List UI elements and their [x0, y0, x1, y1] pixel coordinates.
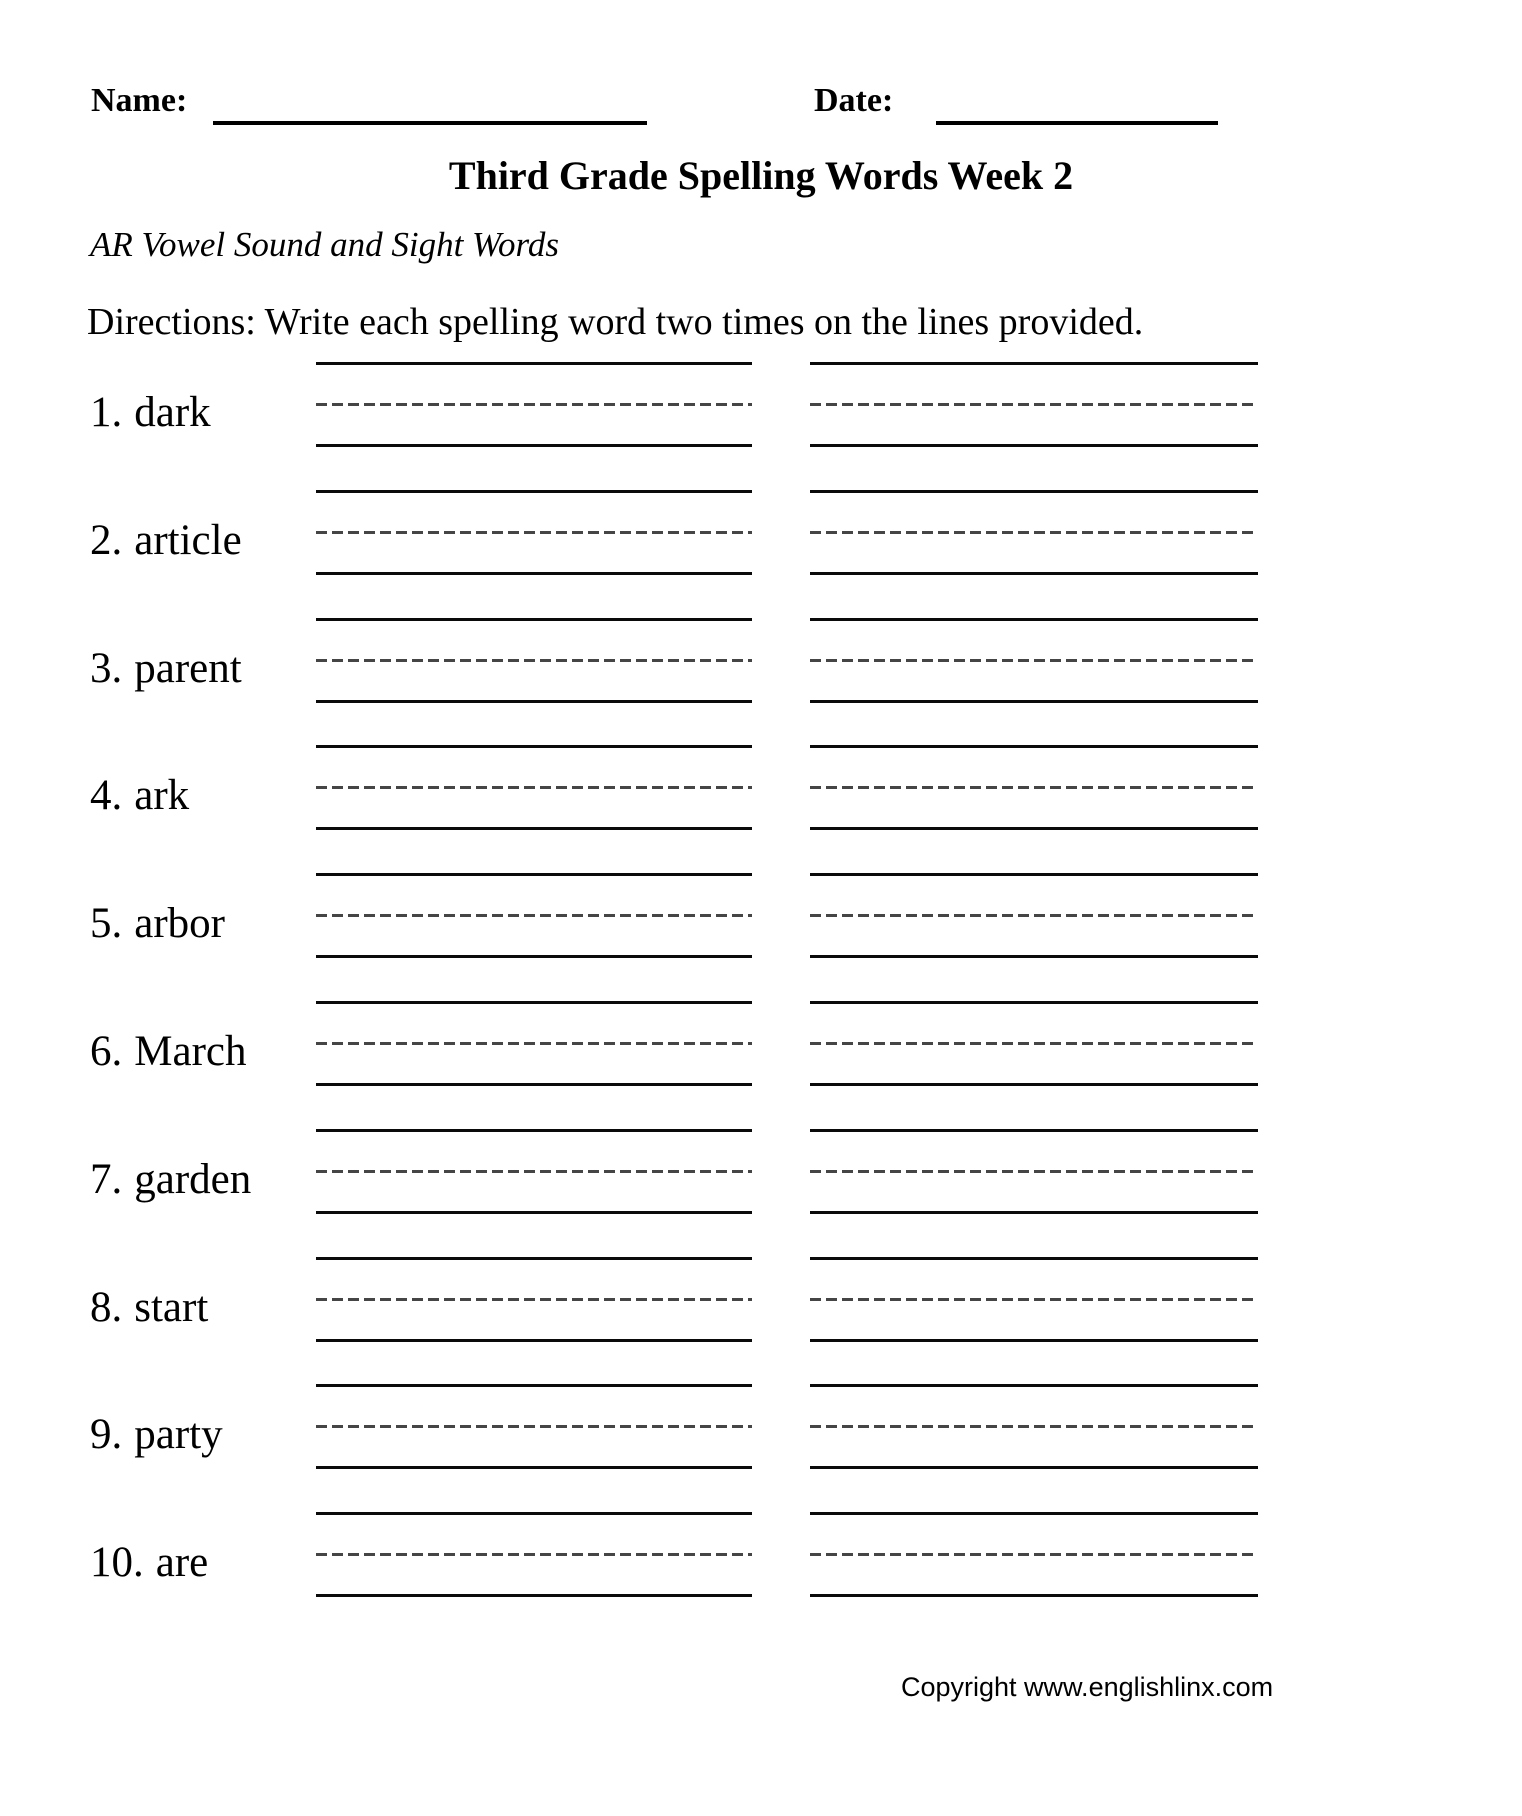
writing-line-dashed-guide — [810, 1170, 1258, 1173]
writing-lines-copy2 — [810, 1384, 1258, 1470]
word-label — [90, 1283, 209, 1331]
writing-line-top — [810, 1512, 1258, 1515]
writing-line-top — [810, 490, 1258, 493]
writing-lines-copy1 — [316, 1384, 752, 1470]
word-number: 2. — [90, 516, 123, 564]
writing-line-top — [810, 618, 1258, 621]
writing-line-top — [810, 1129, 1258, 1132]
writing-lines-copy1 — [316, 873, 752, 959]
writing-line-dashed-guide — [810, 786, 1258, 789]
word-label — [90, 1155, 252, 1203]
writing-line-top — [316, 490, 752, 493]
writing-line-bottom — [810, 1339, 1258, 1342]
writing-line-bottom — [316, 827, 752, 830]
writing-line-top — [810, 873, 1258, 876]
word-row — [0, 490, 1522, 576]
word-label — [90, 772, 190, 820]
writing-line-bottom — [316, 1466, 752, 1469]
writing-line-bottom — [810, 1083, 1258, 1086]
writing-line-bottom — [316, 700, 752, 703]
word-label — [90, 644, 242, 692]
writing-line-bottom — [810, 955, 1258, 958]
writing-line-dashed-guide — [316, 1298, 752, 1301]
writing-line-bottom — [316, 444, 752, 447]
writing-lines-copy1 — [316, 490, 752, 576]
writing-line-dashed-guide — [316, 914, 752, 917]
name-blank-line — [213, 121, 647, 125]
writing-line-bottom — [316, 1339, 752, 1342]
word-number: 7. — [90, 1155, 123, 1203]
writing-line-bottom — [316, 1594, 752, 1597]
directions-text: Directions: Write each spelling word two times on the lines provided. — [87, 301, 1144, 343]
word-text: article — [134, 516, 242, 564]
word-number: 10. — [90, 1539, 144, 1587]
word-text: garden — [134, 1155, 252, 1203]
writing-lines-copy1 — [316, 362, 752, 448]
writing-lines-copy1 — [316, 1001, 752, 1087]
writing-line-top — [316, 1512, 752, 1515]
writing-line-dashed-guide — [316, 531, 752, 534]
name-label: Name: — [91, 82, 188, 119]
word-label — [90, 391, 211, 434]
word-text: parent — [134, 644, 242, 692]
word-row — [0, 1129, 1522, 1215]
writing-lines-copy2 — [810, 1129, 1258, 1215]
writing-line-bottom — [810, 1594, 1258, 1597]
word-label — [90, 1030, 246, 1073]
writing-line-top — [316, 362, 752, 365]
writing-line-dashed-guide — [810, 1553, 1258, 1556]
writing-line-bottom — [316, 955, 752, 958]
writing-lines-copy2 — [810, 1257, 1258, 1343]
date-label: Date: — [814, 82, 894, 119]
word-text: party — [134, 1411, 223, 1459]
writing-line-top — [810, 1384, 1258, 1387]
writing-line-bottom — [810, 572, 1258, 575]
writing-line-bottom — [810, 700, 1258, 703]
writing-line-dashed-guide — [810, 1298, 1258, 1301]
writing-lines-copy2 — [810, 618, 1258, 704]
writing-lines-copy1 — [316, 745, 752, 831]
writing-line-dashed-guide — [316, 1170, 752, 1173]
writing-line-top — [316, 1129, 752, 1132]
word-number: 6. — [90, 1028, 123, 1075]
word-text: March — [134, 1028, 247, 1075]
writing-line-bottom — [810, 827, 1258, 830]
word-number: 4. — [90, 772, 123, 820]
word-row — [0, 1001, 1522, 1087]
word-number: 8. — [90, 1283, 123, 1331]
writing-lines-copy1 — [316, 1512, 752, 1598]
writing-line-dashed-guide — [810, 531, 1258, 534]
writing-line-bottom — [810, 1466, 1258, 1469]
writing-line-dashed-guide — [810, 403, 1258, 406]
lesson-subtitle: AR Vowel Sound and Sight Words — [90, 225, 559, 264]
writing-lines-copy2 — [810, 1001, 1258, 1087]
word-number: 5. — [90, 900, 123, 948]
writing-lines-copy1 — [316, 618, 752, 704]
writing-line-top — [316, 1257, 752, 1260]
writing-lines-copy2 — [810, 1512, 1258, 1598]
word-number: 1. — [90, 389, 123, 436]
writing-line-dashed-guide — [810, 1042, 1258, 1045]
writing-line-bottom — [316, 1211, 752, 1214]
word-row — [0, 618, 1522, 704]
word-label — [90, 900, 225, 948]
writing-line-bottom — [810, 444, 1258, 447]
copyright-text: Copyright www.englishlinx.com — [901, 1672, 1274, 1702]
page-title: Third Grade Spelling Words Week 2 — [448, 153, 1074, 198]
writing-line-dashed-guide — [316, 786, 752, 789]
writing-line-top — [316, 1001, 752, 1004]
writing-line-bottom — [316, 1083, 752, 1086]
writing-line-top — [810, 1001, 1258, 1004]
writing-line-dashed-guide — [316, 403, 752, 406]
writing-line-bottom — [316, 572, 752, 575]
word-row — [0, 362, 1522, 448]
word-text: start — [134, 1283, 209, 1331]
writing-lines-copy2 — [810, 490, 1258, 576]
writing-line-dashed-guide — [810, 1425, 1258, 1428]
writing-line-top — [810, 745, 1258, 748]
word-text: dark — [134, 389, 211, 436]
writing-line-top — [810, 362, 1258, 365]
writing-lines-copy1 — [316, 1129, 752, 1215]
writing-line-top — [316, 1384, 752, 1387]
word-label — [90, 1539, 209, 1587]
word-row — [0, 1257, 1522, 1343]
word-number: 3. — [90, 644, 123, 692]
writing-line-dashed-guide — [810, 914, 1258, 917]
word-row — [0, 1512, 1522, 1598]
writing-line-top — [810, 1257, 1258, 1260]
word-text: ark — [134, 772, 190, 820]
writing-line-dashed-guide — [316, 1553, 752, 1556]
writing-lines-copy2 — [810, 745, 1258, 831]
writing-lines-copy1 — [316, 1257, 752, 1343]
date-blank-line — [936, 121, 1218, 125]
writing-line-dashed-guide — [810, 659, 1258, 662]
writing-line-bottom — [810, 1211, 1258, 1214]
writing-lines-copy2 — [810, 873, 1258, 959]
writing-line-top — [316, 745, 752, 748]
word-number: 9. — [90, 1411, 123, 1459]
writing-line-top — [316, 873, 752, 876]
word-row — [0, 745, 1522, 831]
word-label — [90, 1411, 223, 1459]
word-text: arbor — [134, 900, 225, 948]
writing-line-dashed-guide — [316, 1425, 752, 1428]
writing-line-dashed-guide — [316, 659, 752, 662]
word-row — [0, 1384, 1522, 1470]
writing-lines-copy2 — [810, 362, 1258, 448]
word-text: are — [155, 1539, 209, 1587]
word-row — [0, 873, 1522, 959]
writing-line-top — [316, 618, 752, 621]
word-label — [90, 516, 242, 564]
writing-line-dashed-guide — [316, 1042, 752, 1045]
